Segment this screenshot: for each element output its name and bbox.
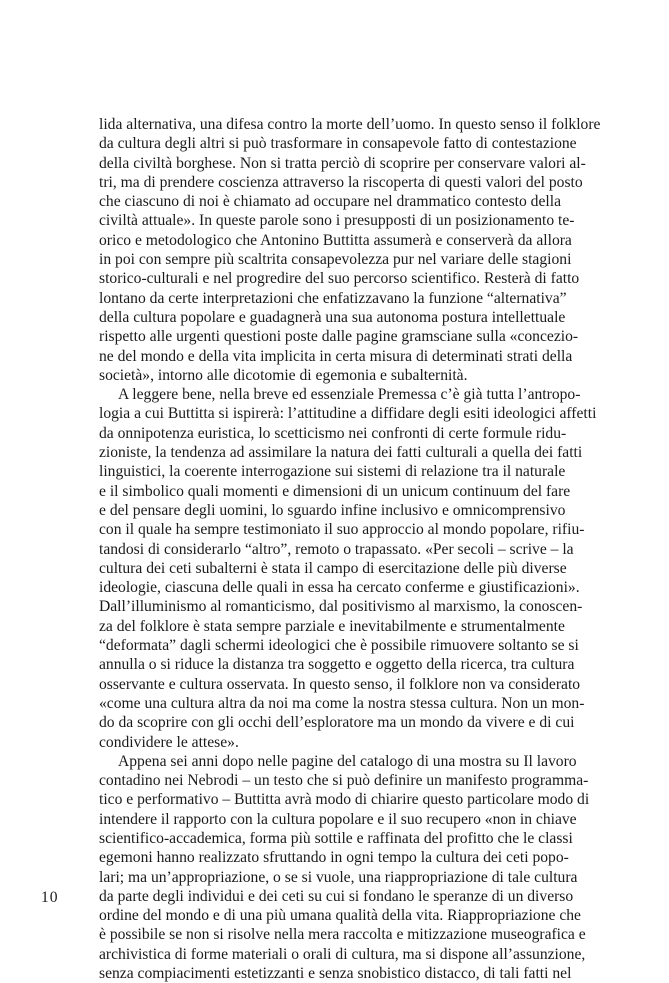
text-line: che ciascuno di noi è chiamato ad occupare nel drammatico contesto della [99, 193, 561, 211]
text-line: condividere le attese». [99, 733, 239, 751]
text-line: della cultura popolare e guadagnerà una sua autonoma postura intellettuale [99, 308, 566, 326]
text-line: ne del mondo e della vita implicita in certa misura di determinati strati della [99, 347, 573, 365]
text-line: tri, ma di prendere coscienza attraverso la riscoperta di questi valori del posto [99, 173, 583, 191]
text-line: egemoni hanno realizzato sfruttando in ogni tempo la cultura dei ceti popo- [99, 849, 569, 867]
text-line: logia a cui Buttitta si ispirerà: l’attitudine a diffidare degli esiti ideologici affetti [99, 405, 597, 423]
text-line: da cultura degli altri si può trasformare in consapevole fatto di contestazione [99, 135, 577, 153]
text-line: za del folklore è stata sempre parziale e inevitabilmente e strumentalmente [99, 617, 565, 635]
text-line: cultura dei ceti subalterni è stata il campo di esercitazione delle più diverse [99, 559, 567, 577]
text-line: zioniste, la tendenza ad assimilare la natura dei fatti culturali a quella dei fatti [99, 444, 583, 462]
page-number: 10 [41, 889, 59, 906]
text-line: do da scoprire con gli occhi dell’esploratore ma un mondo da vivere e di cui [99, 714, 575, 732]
text-line: da parte degli individui e dei ceti su cui si fondano le speranze di un diverso [99, 887, 574, 905]
text-line: società», intorno alle dicotomie di egemonia e subalternità. [99, 366, 468, 384]
text-line: “deformata” dagli schermi ideologici che è possibile rimuovere soltanto se si [99, 637, 579, 655]
text-line: contadino nei Nebrodi – un testo che si può definire un manifesto programma- [99, 772, 589, 790]
text-line: con il quale ha sempre testimoniato il suo approccio al mondo popolare, rifiu- [99, 521, 585, 539]
text-line: lontano da certe interpretazioni che enfatizzavano la funzione “alternativa” [99, 289, 567, 307]
text-line: lari; ma un’appropriazione, o se si vuole, una riappropriazione di tale cultura [99, 868, 578, 886]
text-line: tico e performativo – Buttitta avrà modo di chiarire questo particolare modo di [99, 791, 590, 809]
body-text [99, 115, 601, 983]
text-line: tandosi di considerarlo “altro”, remoto o trapassato. «Per secoli – scrive – la [99, 540, 574, 558]
text-line: ordine del mondo e di una più umana qualità della vita. Riappropriazione che [99, 907, 581, 925]
text-line: Dall’illuminismo al romanticismo, dal positivismo al marxismo, la conoscen- [99, 598, 583, 616]
text-line: ideologie, ciascuna delle quali in essa ha cercato conferme e giustificazioni». [99, 579, 580, 597]
text-line: scientifico-accademica, forma più sottile e raffinata del profitto che le classi [99, 829, 573, 847]
text-line: da onnipotenza euristica, lo scetticismo nei confronti di certe formule ridu- [99, 424, 567, 442]
text-line: storico-culturali e nel progredire del suo percorso scientifico. Resterà di fatto [99, 270, 580, 288]
text-line: e il simbolico quali momenti e dimensioni di un unicum continuum del fare [99, 482, 571, 500]
text-line: civiltà attuale». In queste parole sono i presupposti di un posizionamento te- [99, 212, 575, 230]
text-line: Appena sei anni dopo nelle pagine del catalogo di una mostra su Il lavoro [118, 752, 577, 770]
text-line: della civiltà borghese. Non si tratta perciò di scoprire per conservare valori al- [99, 154, 586, 172]
text-line: e del pensare degli uomini, lo sguardo infine inclusivo e omnicomprensivo [99, 501, 566, 519]
text-line: orico e metodologico che Antonino Buttitta assumerà e conserverà da allora [99, 231, 572, 249]
text-line: A leggere bene, nella breve ed essenziale Premessa c’è già tutta l’antropo- [118, 386, 581, 404]
text-line: senza compiacimenti estetizzanti e senza snobistico distacco, di tali fatti nel [99, 965, 572, 983]
text-line: in poi con sempre più scaltrita consapevolezza pur nel variare delle stagioni [99, 251, 572, 269]
text-line: archivistica di forme materiali o orali di cultura, ma si dispone all’assunzione, [99, 945, 586, 963]
text-line: rispetto alle urgenti questioni poste dalle pagine gramsciane sulla «concezio- [99, 328, 579, 346]
text-line: annulla o si riduce la distanza tra soggetto e oggetto della ricerca, tra cultura [99, 656, 575, 674]
text-line: osservante e cultura osservata. In questo senso, il folklore non va considerato [99, 675, 581, 693]
text-line: è possibile se non si risolve nella mera raccolta e mitizzazione museografica e [99, 926, 586, 944]
text-line: lida alternativa, una difesa contro la morte dell’uomo. In questo senso il folklore [99, 116, 601, 133]
text-line: «come una cultura altra da noi ma come la nostra stessa cultura. Non un mon- [99, 694, 585, 712]
text-line: intendere il rapporto con la cultura popolare e il suo recupero «non in chiave [99, 810, 577, 828]
text-line: linguistici, la coerente interrogazione sui sistemi di relazione tra il naturale [99, 463, 566, 481]
